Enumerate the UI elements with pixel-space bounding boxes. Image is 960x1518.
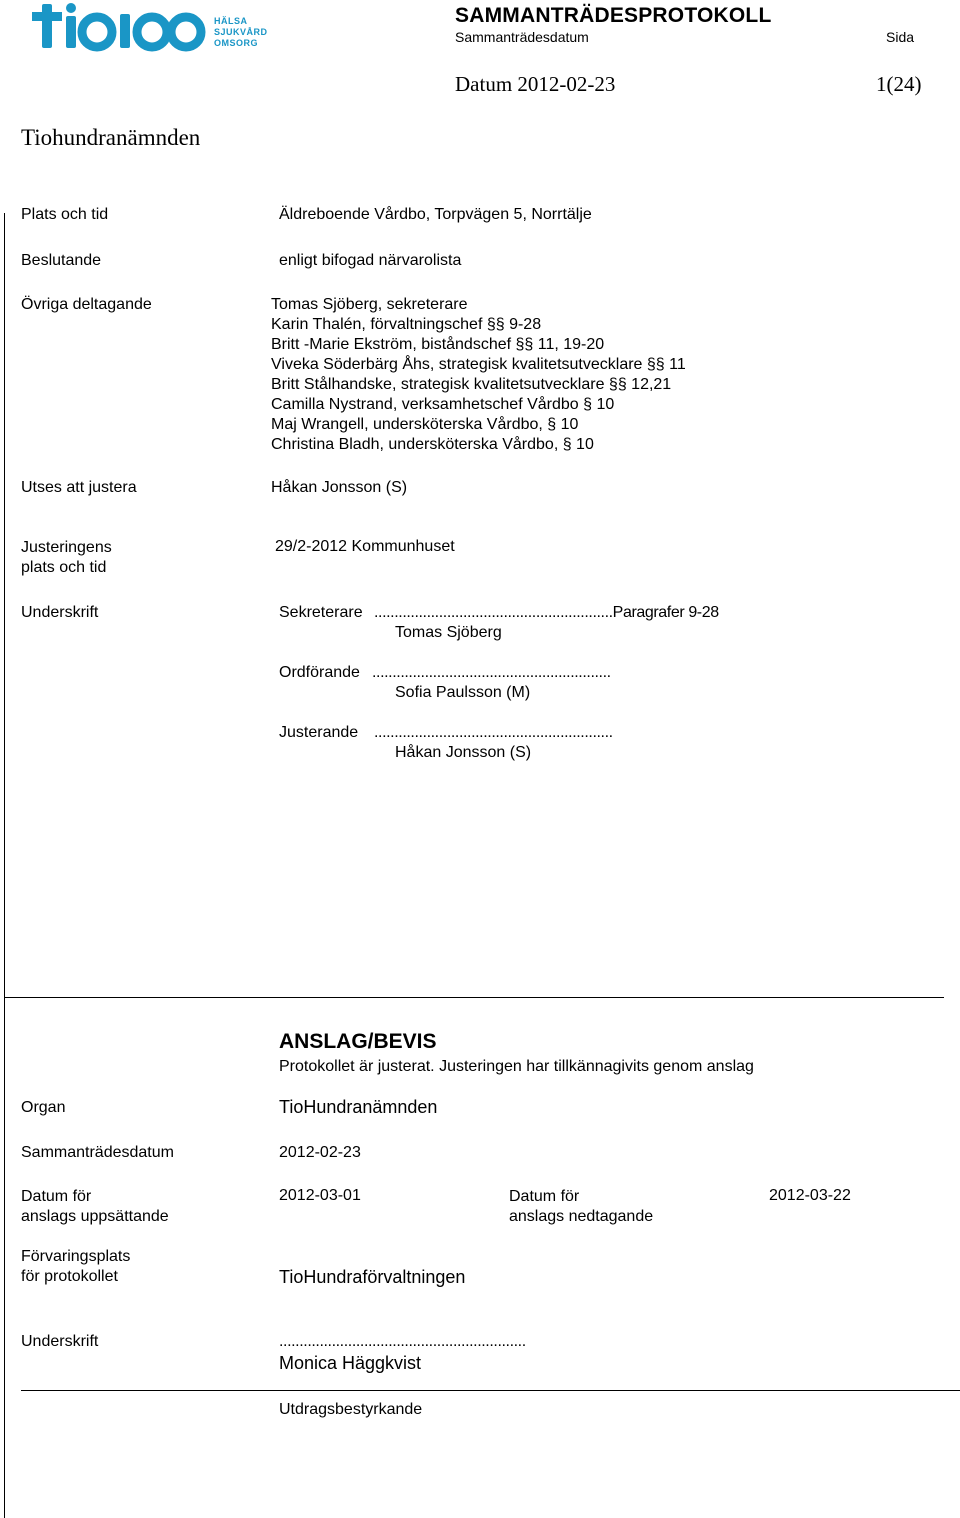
committee-title: Tiohundranämnden [21,125,201,150]
participant: Maj Wrangell, undersköterska Vårdbo, § 10 [271,416,579,433]
others-label: Övriga deltagande [21,296,152,313]
posting-date-label-line: anslags uppsättande [21,1208,169,1225]
adjust-place-value: 29/2-2012 Kommunhuset [275,538,455,555]
removal-date-label-line: anslags nedtagande [509,1208,654,1225]
logo-tagline-line: OMSORG [214,38,259,48]
posting-date-value: 2012-03-01 [279,1187,361,1204]
secretary-name: Tomas Sjöberg [395,624,502,641]
participant: Britt -Marie Ekström, biståndschef §§ 11, 19-20 [271,336,605,353]
participant: Christina Bladh, undersköterska Vårdbo, § 10 [271,436,594,453]
section-divider [4,997,944,998]
header-page-number: 1(24) [876,72,922,96]
others-list [271,295,686,455]
notice-signature-label: Underskrift [21,1333,99,1350]
adjust-value: Håkan Jonsson (S) [271,479,408,496]
removal-date-label [509,1187,653,1227]
logo-tagline-line: HÄLSA [214,16,248,26]
chair-name: Sofia Paulsson (M) [395,684,531,701]
organ-label: Organ [21,1099,66,1116]
posting-date-label-line: Datum för [21,1188,92,1205]
adjust-label: Utses att justera [21,479,137,496]
extract-divider [21,1390,960,1391]
place-value: Äldreboende Vårdbo, Torpvägen 5, Norrtälje [279,206,592,223]
adjust-place-label [21,538,112,578]
adjuster-role: Justerande [279,724,359,741]
participant: Britt Stålhandske, strategisk kvalitetsutvecklare §§ 12,21 [271,376,672,393]
secretary-role: Sekreterare [279,604,363,621]
notice-text: Protokollet är justerat. Justeringen har tillkännagivits genom anslag [279,1058,754,1075]
organ-value: TioHundranämnden [279,1097,438,1117]
removal-date-value: 2012-03-22 [769,1187,851,1204]
notice-signature-line: ............................................................. [279,1333,526,1350]
deciding-value: enligt bifogad närvarolista [279,252,462,269]
removal-date-label-line: Datum för [509,1188,580,1205]
signature-label: Underskrift [21,604,99,621]
participant: Karin Thalén, förvaltningschef §§ 9-28 [271,316,542,333]
deciding-label: Beslutande [21,252,102,269]
participant: Tomas Sjöberg, sekreterare [271,296,468,313]
chair-signature-line: ........................................................... [372,664,611,681]
storage-label-line: Förvaringsplats [21,1248,131,1265]
meeting-date-label: Sammanträdesdatum [21,1144,174,1161]
header-subtitle: Sammanträdesdatum [455,29,589,45]
adjust-place-label-line: Justeringens [21,539,112,556]
participant: Camilla Nystrand, verksamhetschef Vårdbo § 10 [271,396,615,413]
chair-role: Ordförande [279,664,360,681]
adjust-place-label-line: plats och tid [21,559,107,576]
adjuster-name: Håkan Jonsson (S) [395,744,532,761]
meeting-date-value: 2012-02-23 [279,1144,361,1161]
notice-signature-name: Monica Häggkvist [279,1353,422,1373]
left-border [4,213,5,1518]
document-title: SAMMANTRÄDESPROTOKOLL [455,4,772,27]
notice-heading: ANSLAG/BEVIS [279,1030,437,1053]
storage-label-line: för protokollet [21,1268,118,1285]
header-page-label: Sida [886,29,915,45]
storage-label [21,1247,130,1287]
logo-tagline-line: SJUKVÅRD [214,27,268,37]
logo [30,2,270,54]
header-date: Datum 2012-02-23 [455,72,616,96]
extract-label: Utdragsbestyrkande [279,1401,423,1418]
participant: Viveka Söderbärg Åhs, strategisk kvalitetsutvecklare §§ 11 [271,356,686,373]
posting-date-label [21,1187,169,1227]
secretary-signature-line: ...........................................................Paragrafer 9-28 [374,604,719,621]
place-label: Plats och tid [21,206,109,223]
storage-value: TioHundraförvaltningen [279,1267,466,1287]
adjuster-signature-line: ........................................................... [374,724,613,741]
